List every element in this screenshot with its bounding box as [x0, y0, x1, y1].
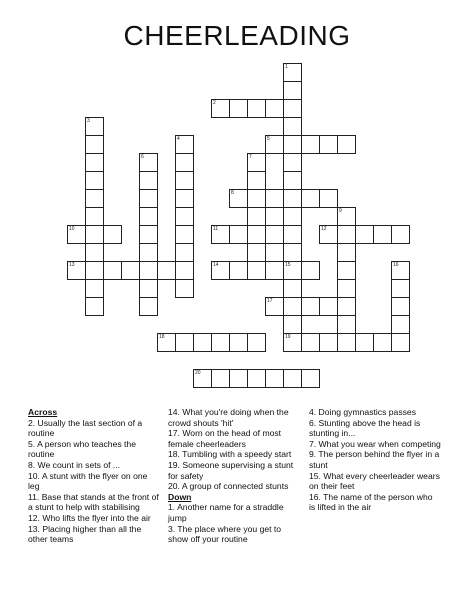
grid-cell[interactable]: [157, 261, 176, 280]
clue-number: 17: [267, 298, 273, 304]
grid-cell[interactable]: [247, 243, 266, 262]
grid-cell[interactable]: [139, 243, 158, 262]
clue-text: 4. Doing gymnastics passes: [309, 407, 416, 417]
clue-text: 5. A person who teaches the routine: [28, 438, 136, 460]
grid-cell[interactable]: [265, 99, 284, 118]
clue-number: 3: [87, 118, 90, 124]
grid-cell[interactable]: [139, 171, 158, 190]
grid-cell[interactable]: [139, 297, 158, 316]
grid-cell[interactable]: [301, 333, 320, 352]
grid-cell[interactable]: [67, 225, 86, 244]
clue-number: 8: [231, 190, 234, 196]
clue-column-3: [309, 407, 441, 513]
grid-cell[interactable]: [211, 333, 230, 352]
grid-cell[interactable]: [175, 279, 194, 298]
grid-cell[interactable]: [193, 333, 212, 352]
grid-cell[interactable]: [229, 99, 248, 118]
clue-text: 13. Placing higher than all the other teams: [28, 523, 142, 545]
grid-cell[interactable]: [175, 207, 194, 226]
grid-cell[interactable]: [265, 369, 284, 388]
grid-cell[interactable]: [139, 153, 158, 172]
clue-text: 15. What every cheerleader wears on their feet: [309, 470, 440, 492]
grid-cell[interactable]: [355, 333, 374, 352]
grid-cell[interactable]: [175, 225, 194, 244]
grid-cell[interactable]: [67, 261, 86, 280]
grid-cell[interactable]: [283, 315, 302, 334]
grid-cell[interactable]: [373, 333, 392, 352]
grid-cell[interactable]: [319, 135, 338, 154]
grid-cell[interactable]: [301, 189, 320, 208]
clue-number: 9: [339, 208, 342, 214]
clue-text: 12. Who lifts the flyer into the air: [28, 512, 151, 523]
grid-cell[interactable]: [283, 279, 302, 298]
grid-cell[interactable]: [247, 153, 266, 172]
grid-cell[interactable]: [319, 225, 338, 244]
grid-cell[interactable]: [85, 207, 104, 226]
grid-cell[interactable]: [283, 99, 302, 118]
grid-cell[interactable]: [175, 171, 194, 190]
clue-text: 14. What you're doing when the crowd shouts 'hit': [168, 407, 289, 428]
grid-cell[interactable]: [85, 189, 104, 208]
grid-cell[interactable]: [283, 189, 302, 208]
clue-number: 10: [69, 226, 75, 232]
clue-number: 13: [69, 262, 75, 268]
clue-number: 14: [213, 262, 219, 268]
clue-number: 6: [141, 154, 144, 160]
grid-cell[interactable]: [85, 261, 104, 280]
grid-cell[interactable]: [301, 297, 320, 316]
grid-cell[interactable]: [247, 171, 266, 190]
grid-cell[interactable]: [373, 225, 392, 244]
grid-cell[interactable]: [283, 117, 302, 136]
grid-cell[interactable]: [175, 153, 194, 172]
grid-cell[interactable]: [139, 189, 158, 208]
grid-cell[interactable]: [229, 333, 248, 352]
clue-number: 15: [285, 262, 291, 268]
grid-cell[interactable]: [229, 189, 248, 208]
grid-cell[interactable]: [139, 279, 158, 298]
grid-cell[interactable]: [337, 315, 356, 334]
across-header: Across: [28, 407, 58, 417]
grid-cell[interactable]: [175, 135, 194, 154]
grid-cell[interactable]: [229, 369, 248, 388]
clue-number: 4: [177, 136, 180, 142]
grid-cell[interactable]: [391, 333, 410, 352]
down-header: Down: [168, 491, 192, 502]
across-clue-list-2: [168, 407, 302, 492]
grid-cell[interactable]: [175, 261, 194, 280]
grid-cell[interactable]: [301, 261, 320, 280]
clue-text: 3. The place where you get to show off your routine: [168, 523, 282, 545]
grid-cell[interactable]: [283, 153, 302, 172]
grid-cell[interactable]: [229, 225, 248, 244]
grid-cell[interactable]: [247, 333, 266, 352]
grid-cell[interactable]: [391, 279, 410, 298]
grid-cell[interactable]: [283, 333, 302, 352]
grid-cell[interactable]: [247, 369, 266, 388]
grid-cell[interactable]: [211, 261, 230, 280]
clue-number: 19: [285, 334, 291, 340]
grid-cell[interactable]: [193, 369, 212, 388]
grid-cell[interactable]: [247, 225, 266, 244]
grid-cell[interactable]: [85, 297, 104, 316]
grid-cell[interactable]: [391, 297, 410, 316]
grid-cell[interactable]: [283, 171, 302, 190]
grid-cell[interactable]: [319, 297, 338, 316]
grid-cell[interactable]: [211, 369, 230, 388]
grid-cell[interactable]: [175, 333, 194, 352]
clue-text: 2. Usually the last section of a routine: [28, 417, 143, 439]
grid-cell[interactable]: [85, 117, 104, 136]
grid-cell[interactable]: [391, 225, 410, 244]
grid-cell[interactable]: [85, 135, 104, 154]
grid-cell[interactable]: [337, 279, 356, 298]
grid-cell[interactable]: [355, 225, 374, 244]
clue-text: 20. A group of connected stunts: [168, 481, 289, 492]
grid-cell[interactable]: [211, 225, 230, 244]
clue-number: 18: [159, 334, 165, 340]
grid-cell[interactable]: [247, 189, 266, 208]
grid-cell[interactable]: [337, 333, 356, 352]
grid-cell[interactable]: [301, 369, 320, 388]
grid-cell[interactable]: [319, 189, 338, 208]
grid-cell[interactable]: [391, 261, 410, 280]
grid-cell[interactable]: [337, 207, 356, 226]
clue-text: 8. We count in sets of ...: [28, 459, 121, 470]
grid-cell[interactable]: [175, 189, 194, 208]
grid-cell[interactable]: [337, 243, 356, 262]
grid-cell[interactable]: [283, 81, 302, 100]
grid-cell[interactable]: [283, 243, 302, 262]
grid-cell[interactable]: [337, 261, 356, 280]
clue-number: 7: [249, 154, 252, 160]
grid-cell[interactable]: [247, 207, 266, 226]
grid-cell[interactable]: [265, 189, 284, 208]
grid-cell[interactable]: [211, 99, 230, 118]
clue-text: 7. What you wear when competing: [309, 438, 441, 449]
clue-text: 6. Stunting above the head is stunting in...: [309, 417, 421, 439]
grid-cell[interactable]: [139, 207, 158, 226]
grid-cell[interactable]: [283, 369, 302, 388]
grid-cell[interactable]: [283, 207, 302, 226]
grid-cell[interactable]: [319, 333, 338, 352]
grid-cell[interactable]: [247, 99, 266, 118]
grid-cell[interactable]: [265, 225, 284, 244]
clue-text: 10. A stunt with the flyer on one leg: [28, 470, 148, 492]
down-clue-list-1: [168, 502, 302, 544]
clue-number: 2: [213, 100, 216, 106]
grid-cell[interactable]: [121, 261, 140, 280]
grid-cell[interactable]: [85, 243, 104, 262]
grid-cell[interactable]: [175, 243, 194, 262]
clue-text: 11. Base that stands at the front of a stunt to help with stabilising: [28, 491, 159, 513]
grid-cell[interactable]: [337, 135, 356, 154]
grid-cell[interactable]: [265, 135, 284, 154]
grid-cell[interactable]: [283, 63, 302, 82]
grid-cell[interactable]: [265, 261, 284, 280]
clue-number: 20: [195, 370, 201, 376]
clue-column-1: [28, 407, 160, 545]
grid-cell[interactable]: [103, 225, 122, 244]
grid-cell[interactable]: [247, 261, 266, 280]
grid-cell[interactable]: [139, 225, 158, 244]
grid-cell[interactable]: [301, 135, 320, 154]
grid-cell[interactable]: [229, 261, 248, 280]
grid-cell[interactable]: [157, 333, 176, 352]
grid-cell[interactable]: [337, 225, 356, 244]
grid-cell[interactable]: [283, 225, 302, 244]
clue-text: 16. The name of the person who is lifted in the air: [309, 491, 433, 513]
puzzle-title: CHEERLEADING: [123, 20, 351, 51]
clue-text: 18. Tumbling with a speedy start: [168, 449, 292, 460]
down-clue-list-2: [309, 407, 441, 513]
grid-cell[interactable]: [391, 315, 410, 334]
clue-text: 1. Another name for a straddle jump: [168, 502, 284, 523]
grid-cell[interactable]: [337, 297, 356, 316]
clue-text: 9. The person behind the flyer in a stunt: [309, 449, 440, 470]
grid-cell[interactable]: [283, 261, 302, 280]
across-clue-list-1: [28, 418, 160, 545]
grid-cell[interactable]: [283, 135, 302, 154]
clue-text: 19. Someone supervising a stunt for safety: [168, 459, 294, 481]
grid-cell[interactable]: [85, 225, 104, 244]
clue-number: 5: [267, 136, 270, 142]
clue-number: 11: [213, 226, 219, 232]
clue-number: 12: [321, 226, 327, 232]
grid-cell[interactable]: [85, 153, 104, 172]
grid-cell[interactable]: [85, 279, 104, 298]
clue-number: 16: [393, 262, 399, 268]
clue-number: 1: [285, 64, 288, 70]
clue-column-2: [168, 407, 302, 545]
clue-text: 17. Worn on the head of most female cheerleaders: [168, 428, 282, 449]
grid-cell[interactable]: [85, 171, 104, 190]
grid-cell[interactable]: [265, 297, 284, 316]
grid-cell[interactable]: [103, 261, 122, 280]
grid-cell[interactable]: [139, 261, 158, 280]
grid-cell[interactable]: [283, 297, 302, 316]
